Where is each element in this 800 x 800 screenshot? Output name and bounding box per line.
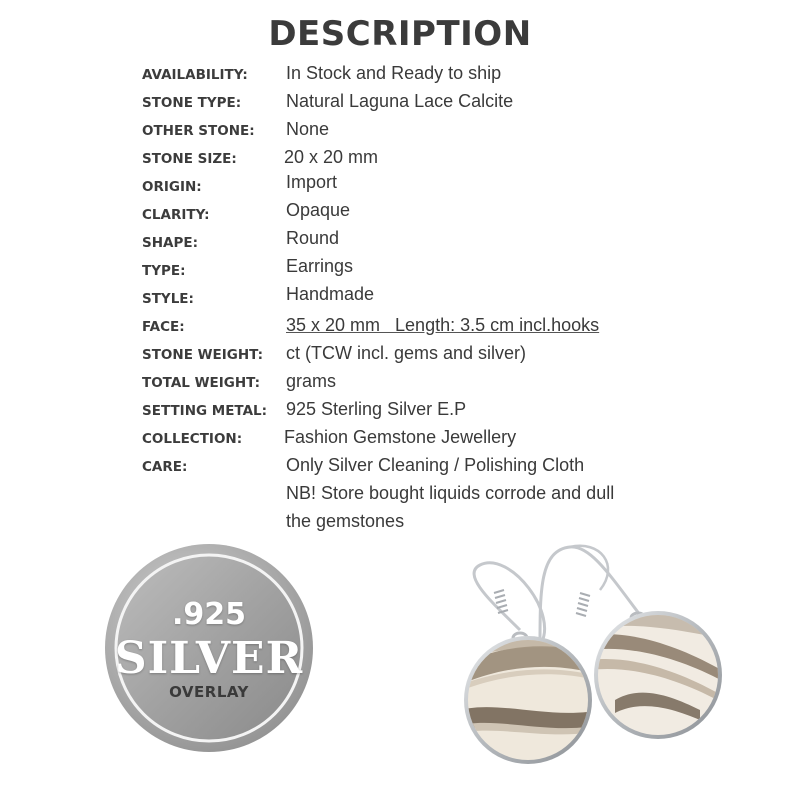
spec-label: ORIGIN:: [142, 179, 202, 195]
spec-label: STONE TYPE:: [142, 95, 242, 111]
spec-label: STONE WEIGHT:: [142, 347, 264, 363]
badge-text: [104, 543, 314, 753]
spec-label: TYPE:: [142, 263, 186, 279]
spec-value: 35 x 20 mm Length: 3.5 cm incl.hooks: [286, 315, 600, 335]
spec-value: In Stock and Ready to ship: [286, 63, 502, 83]
spec-label: FACE:: [142, 319, 185, 335]
spec-value: Fashion Gemstone Jewellery: [284, 427, 517, 447]
badge-subtitle: OVERLAY: [169, 683, 249, 701]
spec-value: Natural Laguna Lace Calcite: [286, 91, 514, 111]
spec-value: Only Silver Cleaning / Polishing Cloth: [286, 455, 585, 475]
spec-label: TOTAL WEIGHT:: [142, 375, 260, 391]
spec-value: 925 Sterling Silver E.P: [286, 399, 467, 419]
badge-word: SILVER: [114, 633, 304, 684]
spec-value: None: [286, 119, 330, 139]
spec-label: STONE SIZE:: [142, 151, 237, 167]
spec-value: Round: [286, 228, 340, 248]
round-calcite-earrings-image: [440, 535, 740, 785]
spec-value: Earrings: [286, 256, 354, 276]
care-note-line-1: NB! Store bought liquids corrode and dull: [286, 483, 615, 503]
spec-value: Import: [286, 172, 338, 192]
spec-label: CARE:: [142, 459, 188, 475]
spec-label: CLARITY:: [142, 207, 210, 223]
spec-label: AVAILABILITY:: [142, 67, 248, 83]
spec-label: COLLECTION:: [142, 431, 243, 447]
spec-label: OTHER STONE:: [142, 123, 255, 139]
spec-label: SETTING METAL:: [142, 403, 268, 419]
page-title: DESCRIPTION: [268, 14, 532, 54]
spec-value: 20 x 20 mm: [284, 147, 379, 167]
care-note-line-2: the gemstones: [286, 511, 405, 531]
badge-number: .925: [171, 597, 247, 632]
spec-value: Opaque: [286, 200, 351, 220]
spec-value: Handmade: [286, 284, 375, 304]
spec-label: STYLE:: [142, 291, 194, 307]
spec-value: ct (TCW incl. gems and silver): [286, 343, 527, 363]
spec-label: SHAPE:: [142, 235, 198, 251]
spec-value: grams: [286, 371, 337, 391]
